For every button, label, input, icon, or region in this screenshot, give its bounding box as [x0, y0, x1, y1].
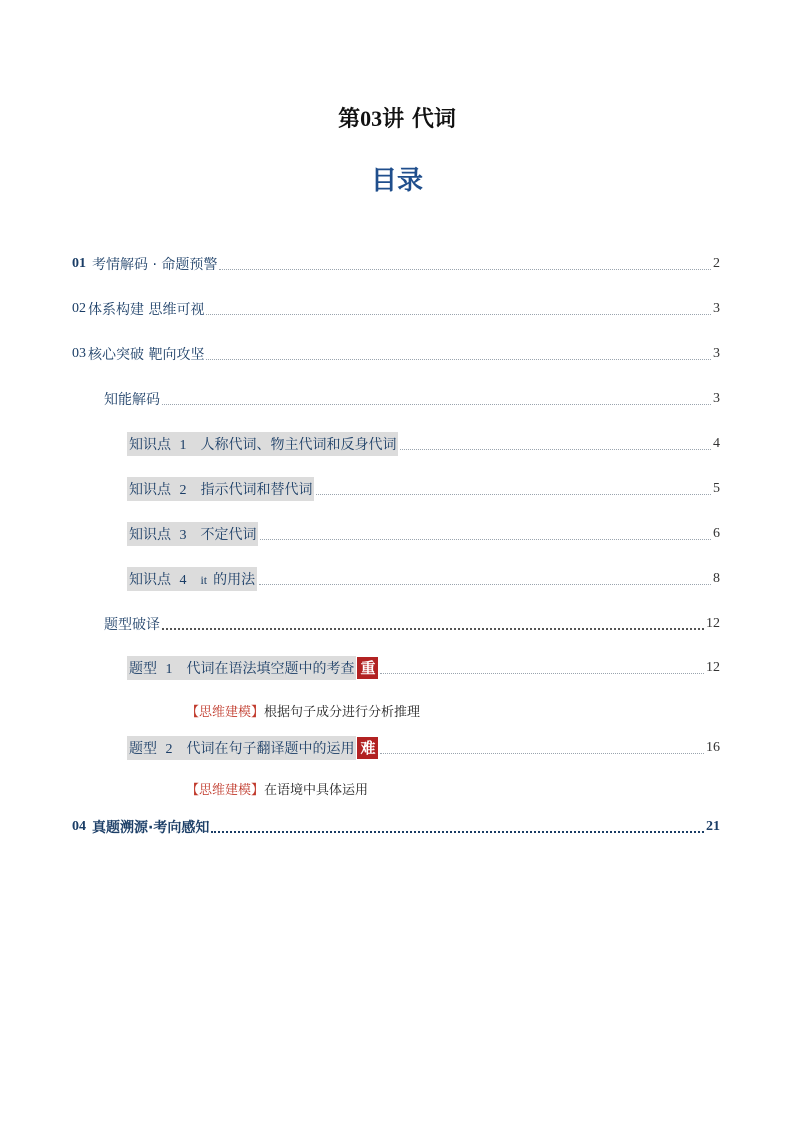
- toc-number: 02: [72, 301, 86, 316]
- title-number: 03: [360, 106, 383, 131]
- leader-dots: [316, 493, 711, 495]
- toc-item-type-1[interactable]: [127, 656, 720, 680]
- leader-dots: [162, 403, 711, 405]
- toc-item-point-4[interactable]: [127, 567, 720, 591]
- model-tag: 【思维建模】: [186, 705, 265, 720]
- title-suffix: 讲 代词: [382, 107, 456, 132]
- toc-text: 题型破译: [104, 617, 160, 633]
- thinking-model-2: [186, 779, 368, 798]
- toc-text: 指示代词和替代词: [200, 482, 313, 498]
- page-number: 6: [713, 526, 720, 541]
- toc-label: [72, 817, 209, 837]
- toc-text: 考情解码 · 命题预警: [92, 257, 218, 273]
- page-number: 2: [713, 256, 720, 271]
- toc-item-type-2[interactable]: [127, 736, 720, 760]
- point-index: 1: [179, 438, 187, 453]
- difficult-badge: 难: [357, 737, 378, 759]
- page-number: 16: [706, 740, 720, 755]
- toc-text: 知能解码: [104, 392, 160, 408]
- toc-number: 04: [72, 819, 86, 834]
- toc-label: [72, 344, 204, 364]
- toc-label: [127, 736, 378, 760]
- model-text: 根据句子成分进行分析推理: [264, 705, 421, 720]
- leader-dots: [380, 672, 704, 674]
- toc-item-question-types[interactable]: [104, 612, 720, 636]
- key-badge: 重: [357, 657, 378, 679]
- toc-label: [72, 254, 217, 274]
- toc-label: [127, 656, 378, 680]
- point-label: 知识点: [129, 527, 171, 543]
- toc-label: [72, 299, 204, 319]
- toc-text: 的用法: [213, 572, 256, 588]
- type-index: 2: [165, 742, 173, 757]
- toc-number: 03: [72, 346, 86, 361]
- point-index: 2: [179, 483, 187, 498]
- point-label: 知识点: [129, 572, 171, 588]
- toc-label: [127, 522, 258, 546]
- toc-item-point-2[interactable]: [127, 477, 720, 501]
- type-label: 题型: [129, 661, 157, 677]
- toc-label: [104, 389, 160, 409]
- toc-text: 真题溯源·考向感知: [92, 820, 210, 836]
- title-prefix: 第: [338, 107, 361, 132]
- toc-item-point-3[interactable]: [127, 522, 720, 546]
- toc-label: [104, 614, 160, 634]
- model-text: 在语境中具体运用: [264, 783, 369, 798]
- page-number: 8: [713, 571, 720, 586]
- leader-dots: [380, 752, 704, 754]
- point-label: 知识点: [129, 482, 171, 498]
- point-label: 知识点: [129, 437, 171, 453]
- leader-dots: [259, 583, 711, 585]
- toc-text: 代词在语法填空题中的考查: [186, 661, 355, 677]
- toc-label: [127, 432, 398, 456]
- toc-text: 体系构建 思维可视: [88, 302, 205, 318]
- page-number: 3: [713, 391, 720, 406]
- leader-dots: [211, 830, 704, 833]
- leader-dots: [260, 538, 711, 540]
- toc-number: 01: [72, 256, 86, 271]
- toc-item-03[interactable]: [72, 342, 720, 366]
- toc-item-02[interactable]: [72, 297, 720, 321]
- toc-text: 人称代词、物主代词和反身代词: [200, 437, 397, 453]
- type-label: 题型: [129, 741, 157, 757]
- type-index: 1: [165, 662, 173, 677]
- point-word: it: [200, 573, 208, 587]
- toc-text: 代词在句子翻译题中的运用: [186, 741, 355, 757]
- toc-label: [127, 567, 257, 591]
- page-number: 12: [706, 660, 720, 675]
- toc-highlight: [127, 432, 398, 456]
- toc-highlight: [127, 477, 314, 501]
- model-tag: 【思维建模】: [186, 783, 265, 798]
- leader-dots: [219, 268, 711, 270]
- toc-text: 不定代词: [200, 527, 257, 543]
- page-number: 3: [713, 346, 720, 361]
- toc-label: [127, 477, 314, 501]
- toc-item-point-1[interactable]: [127, 432, 720, 456]
- thinking-model-1: [186, 701, 420, 720]
- toc-text: 核心突破 靶向攻坚: [88, 347, 205, 363]
- page-number: 21: [706, 819, 720, 834]
- toc-highlight: [127, 736, 356, 760]
- leader-dots: [206, 358, 711, 360]
- point-index: 3: [179, 528, 187, 543]
- toc-highlight: [127, 656, 356, 680]
- leader-dots: [162, 627, 704, 630]
- point-index: 4: [179, 573, 187, 588]
- toc-item-knowledge-decode[interactable]: [104, 387, 720, 411]
- toc-highlight: [127, 567, 257, 591]
- toc-heading: 目录: [370, 166, 423, 196]
- leader-dots: [206, 313, 711, 315]
- page-number: 4: [713, 436, 720, 451]
- page-number: 3: [713, 301, 720, 316]
- toc-highlight: [127, 522, 258, 546]
- leader-dots: [400, 448, 711, 450]
- page-number: 5: [713, 481, 720, 496]
- toc-item-04[interactable]: [72, 815, 720, 839]
- toc-item-01[interactable]: [72, 252, 720, 276]
- page-number: 12: [706, 616, 720, 631]
